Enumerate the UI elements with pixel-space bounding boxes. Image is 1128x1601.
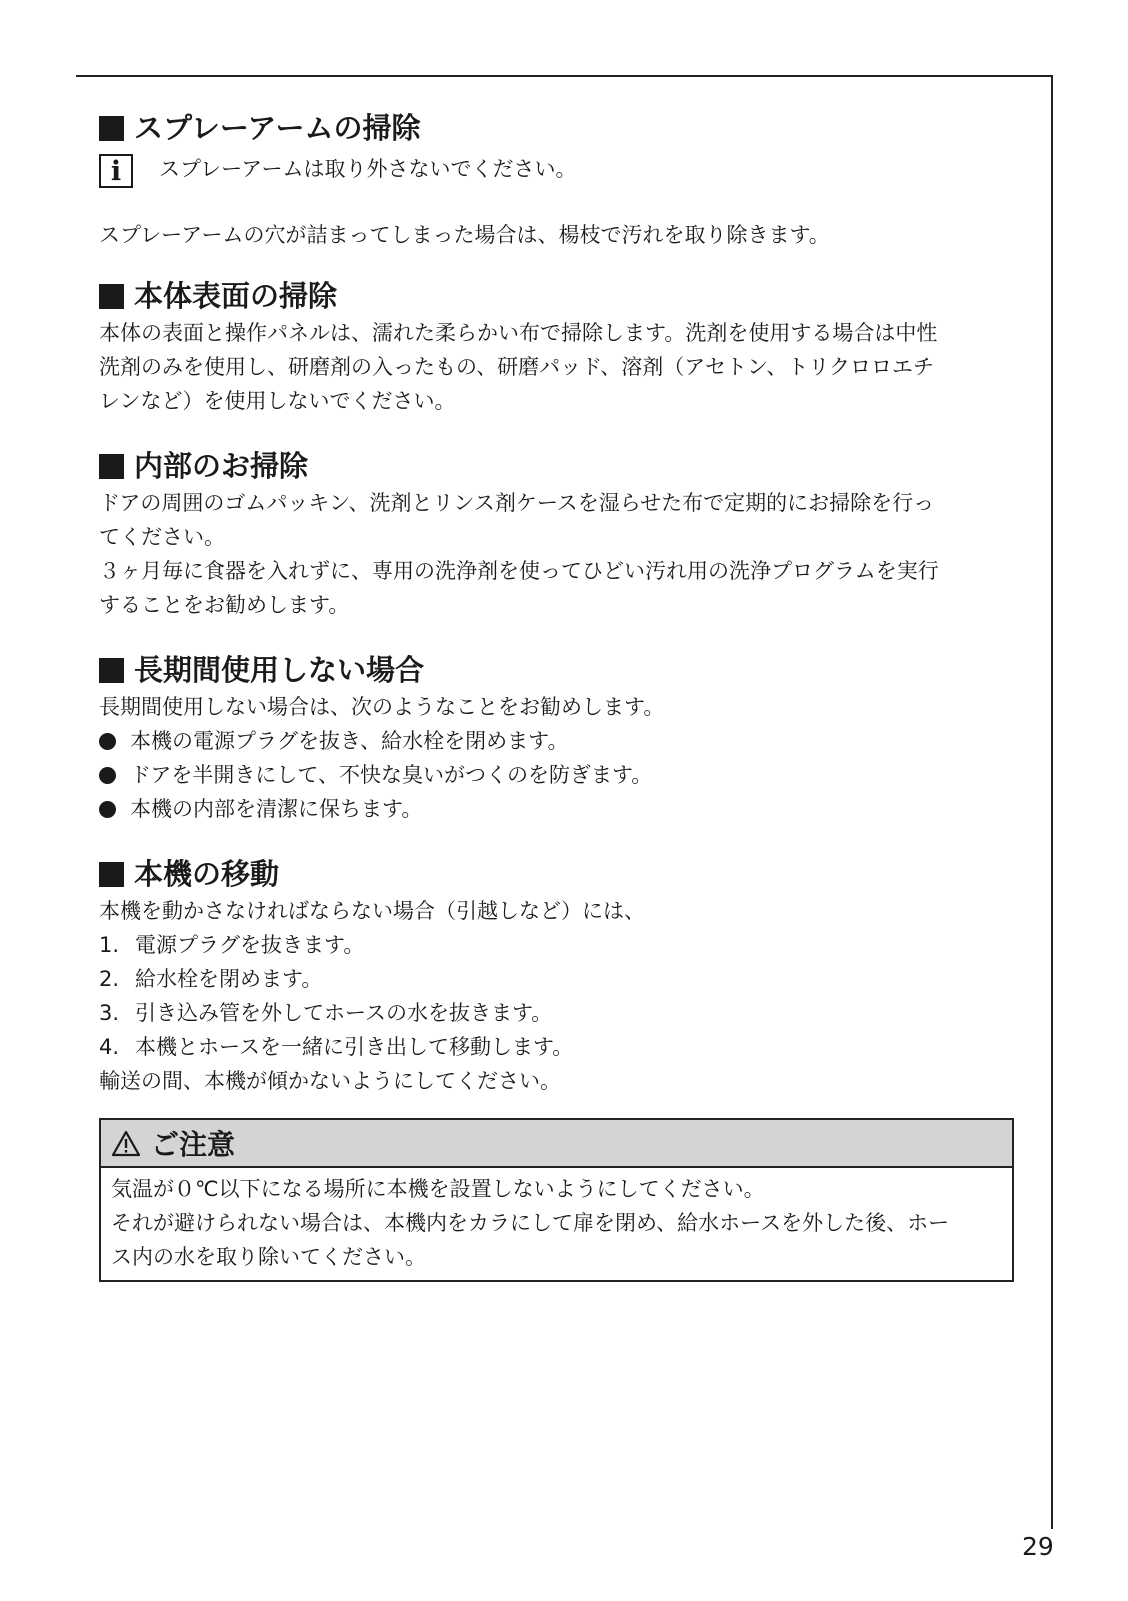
paragraph-line: ３ヶ月毎に食器を入れずに、専用の洗浄剤を使ってひどい汚れ用の洗浄プログラムを実行	[99, 559, 939, 583]
step-number: 2.	[99, 967, 120, 991]
paragraph: 輸送の間、本機が傾かないようにしてください。	[99, 1069, 561, 1093]
paragraph: スプレーアームの穴が詰まってしまった場合は、楊枝で汚れを取り除きます。	[99, 223, 830, 247]
paragraph-line: することをお勧めします。	[99, 593, 350, 617]
paragraph: 本機を動かさなければならない場合（引越しなど）には、	[99, 899, 645, 923]
list-item	[99, 792, 1019, 826]
step-text: 給水栓を閉めます。	[135, 967, 323, 991]
caution-header	[101, 1120, 1012, 1168]
section-title-text: スプレーアームの掃除	[134, 111, 421, 145]
step-text: 電源プラグを抜きます。	[135, 933, 365, 957]
bullet-dot-icon	[99, 801, 116, 818]
numbered-step	[99, 928, 1019, 962]
numbered-step	[99, 1030, 1019, 1064]
caution-line: 気温が０℃以下になる場所に本機を設置しないようにしてください。	[111, 1177, 765, 1201]
info-note	[99, 152, 1019, 188]
list-item-text: 本機の電源プラグを抜き、給水栓を閉めます。	[130, 729, 569, 753]
section-title	[99, 446, 1019, 486]
step-text: 引き込み管を外してホースの水を抜きます。	[135, 1001, 553, 1025]
caution-body	[101, 1168, 1012, 1280]
square-bullet-icon	[99, 284, 124, 309]
top-border-line	[76, 75, 1053, 77]
list-item-text: ドアを半開きにして、不快な臭いがつくのを防ぎます。	[130, 763, 653, 787]
info-icon: i	[99, 154, 133, 188]
paragraph: 長期間使用しない場合は、次のようなことをお勧めします。	[99, 695, 665, 719]
square-bullet-icon	[99, 658, 124, 683]
paragraph-line: ドアの周囲のゴムパッキン、洗剤とリンス剤ケースを湿らせた布で定期的にお掃除を行っ	[99, 491, 935, 515]
page-number: 29	[1022, 1532, 1054, 1561]
section-title	[99, 276, 1019, 316]
bullet-dot-icon	[99, 767, 116, 784]
section-title	[99, 650, 1019, 690]
list-item-text: 本機の内部を清潔に保ちます。	[130, 797, 423, 821]
section-moving	[99, 854, 1019, 1098]
section-title	[99, 854, 1019, 894]
numbered-step	[99, 996, 1019, 1030]
caution-title: ご注意	[151, 1128, 236, 1161]
section-interior	[99, 446, 1019, 622]
list-item	[99, 758, 1019, 792]
warning-triangle-icon	[111, 1130, 141, 1157]
step-number: 3.	[99, 1001, 120, 1025]
paragraph-line: レンなど）を使用しないでください。	[99, 389, 456, 413]
section-title	[99, 108, 1019, 148]
square-bullet-icon	[99, 454, 124, 479]
bullet-dot-icon	[99, 733, 116, 750]
section-title-text: 長期間使用しない場合	[134, 653, 425, 687]
section-title-text: 内部のお掃除	[134, 449, 309, 483]
numbered-step	[99, 962, 1019, 996]
info-note-text: スプレーアームは取り外さないでください。	[159, 157, 577, 181]
section-title-text: 本機の移動	[134, 857, 280, 891]
paragraph-line: てください。	[99, 525, 225, 549]
caution-box	[99, 1118, 1014, 1282]
square-bullet-icon	[99, 862, 124, 887]
section-long-unused	[99, 650, 1019, 826]
step-text: 本機とホースを一緒に引き出して移動します。	[135, 1035, 574, 1059]
step-number: 1.	[99, 933, 120, 957]
paragraph-line: 洗剤のみを使用し、研磨剤の入ったもの、研磨パッド、溶剤（アセトン、トリクロロエチ	[99, 355, 934, 379]
list-item	[99, 724, 1019, 758]
step-number: 4.	[99, 1035, 120, 1059]
right-border-line	[1051, 75, 1053, 1529]
paragraph-line: 本体の表面と操作パネルは、濡れた柔らかい布で掃除します。洗剤を使用する場合は中性	[99, 321, 938, 345]
square-bullet-icon	[99, 116, 124, 141]
caution-line: ス内の水を取り除いてください。	[111, 1245, 426, 1269]
caution-line: それが避けられない場合は、本機内をカラにして扉を閉め、給水ホースを外した後、ホー	[111, 1211, 950, 1235]
section-title-text: 本体表面の掃除	[134, 279, 338, 313]
section-spray-arm	[99, 108, 1019, 252]
page-content	[99, 108, 1019, 1282]
section-exterior	[99, 276, 1019, 418]
